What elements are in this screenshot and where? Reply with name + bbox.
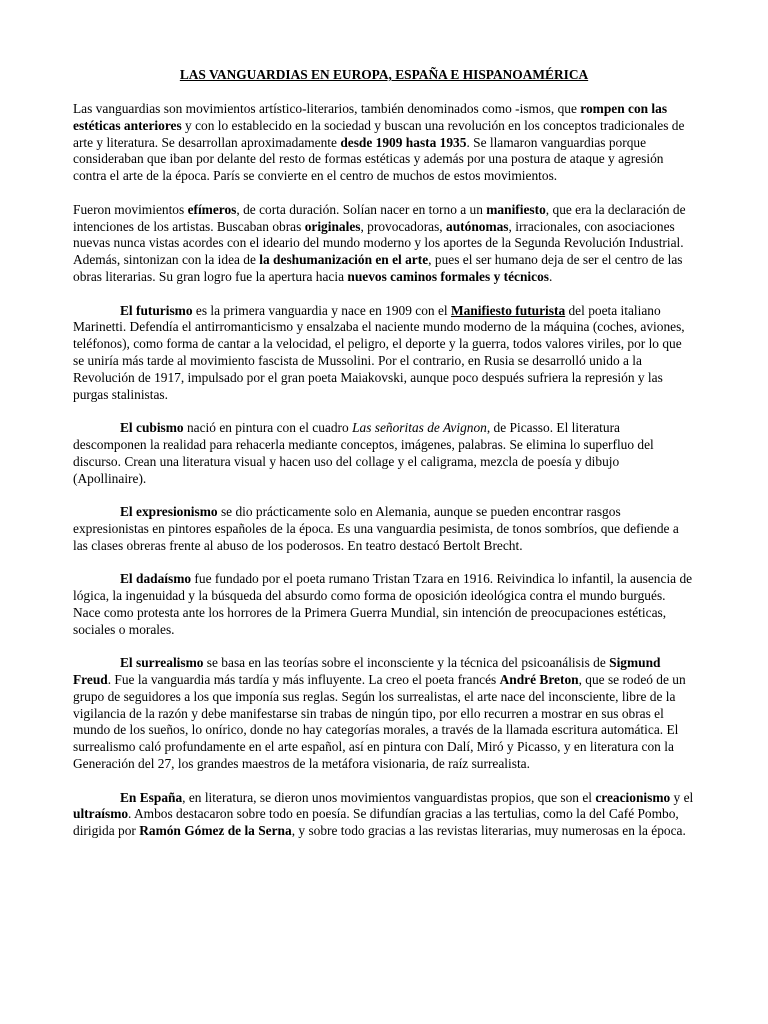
- bold-text: desde 1909 hasta 1935: [340, 134, 467, 150]
- text-run: , que era la declaración de intenciones de los artistas. Buscaban obras: [73, 201, 686, 234]
- bold-text: El dadaísmo: [120, 571, 192, 587]
- text-run: . Fue la vanguardia más tardía y más influyente. La creo el poeta francés: [107, 672, 500, 688]
- text-run: . Se llamaron vanguardias porque consideraban que iban por delante del resto de formas estéticas y además por una postura de ataque y agresión contra el arte de la época. París se convierte en el centro de muchos de estos movimientos.: [73, 134, 664, 184]
- text-run: , irracionales, con asociaciones nuevas nunca vistas acordes con el ideario del mundo moderno y los aportes de la Segunda Revolución Industrial. Además, sintonizan con la idea de: [73, 218, 684, 268]
- bold-text: autónomas: [446, 218, 509, 234]
- bold-text: rompen con las estéticas anteriores: [73, 101, 668, 133]
- paragraph: [73, 420, 695, 487]
- text-run: , de Picasso. El literatura descomponen la realidad para rehacerla mediante conceptos, imágenes, palabras. Se elimina lo superfluo del discurso. Crean una literatura visual y hacen uso del collage y el caligrama, mezcla de poesía y dibujo (Apollinaire).: [73, 420, 654, 486]
- text-run: y el: [670, 789, 694, 805]
- text-run: del poeta italiano Marinetti. Defendía el antirromanticismo y ensalzaba el naciente mundo moderno de la máquina (coches, aviones, teléfonos), como forma de cantar a la velocidad, el peligro, el deporte y la guerra, todos valores viriles, por lo que se uniría más tarde al movimiento fascista de Mussolini. Por el contrario, en Rusia se desarrolló unido a la Revolución de 1917, impulsado por el gran poeta Maiakovski, aunque poco después sufriera la represión y las purgas stalinistas.: [73, 302, 685, 402]
- paragraph: [73, 655, 695, 773]
- text-run: , en literatura, se dieron unos movimientos vanguardistas propios, que son el: [182, 789, 596, 805]
- bold-text: manifiesto: [486, 201, 546, 217]
- text-run: y con lo establecido en la sociedad y buscan una revolución en los conceptos tradicionales de arte y literatura. Se desarrollan aproximadamente: [73, 117, 685, 150]
- bold-text: Ramón Gómez de la Serna: [139, 823, 292, 839]
- text-run: Las vanguardias son movimientos artístico-literarios, también denominados como -ismos, que: [73, 101, 581, 116]
- bold-text: Manifiesto futurista: [450, 302, 566, 318]
- bold-text: El cubismo: [120, 420, 184, 436]
- text-run: , pues el ser humano deja de ser el centro de las obras literarias. Su gran logro fue la apertura hacia: [73, 252, 683, 284]
- bold-text: El surrealismo: [120, 655, 204, 671]
- bold-text: ultraísmo: [73, 806, 129, 822]
- italic-text: Las señoritas de Avignon: [352, 420, 487, 436]
- bold-text: nuevos caminos formales y técnicos: [347, 268, 549, 284]
- document-title: LAS VANGUARDIAS EN EUROPA, ESPAÑA E HISPANOAMÉRICA: [179, 67, 589, 82]
- bold-text: André Breton: [499, 672, 579, 688]
- document-body: [73, 101, 695, 840]
- text-run: se basa en las teorías sobre el inconsciente y la técnica del psicoanálisis de: [203, 655, 610, 671]
- text-run: es la primera vanguardia y nace en 1909 con el: [192, 302, 451, 318]
- paragraph: [73, 571, 695, 638]
- bold-text: creacionismo: [595, 789, 671, 805]
- text-run: . Ambos destacaron sobre todo en poesía. Se difundían gracias a las tertulias, como la del Café Pombo, dirigida por: [73, 806, 679, 839]
- text-run: nació en pintura con el cuadro: [183, 420, 353, 436]
- text-run: fue fundado por el poeta rumano Tristan Tzara en 1916. Reivindica lo infantil, la ausencia de lógica, la ingenuidad y la búsqueda del absurdo como forma de oposición ideológica contra el mundo burgués. Nace como protesta ante los horrores de la Primera Guerra Mundial, sin intención de preocupaciones estéticas, sociales o morales.: [73, 571, 693, 637]
- text-run: se dio prácticamente solo en Alemania, aunque se pueden encontrar rasgos expresionistas en pintores españoles de la época. Es una vanguardia pesimista, de tonos sombríos, que defiende a las clases obreras frente al abuso de los poderosos. En teatro destacó Bertolt Brecht.: [73, 504, 679, 553]
- bold-text: En España: [120, 789, 183, 805]
- bold-text: El futurismo: [120, 302, 193, 318]
- bold-text: la deshumanización en el arte: [259, 252, 429, 268]
- paragraph: [73, 202, 695, 286]
- paragraph: [73, 790, 695, 840]
- text-run: .: [548, 268, 553, 284]
- text-run: Fueron movimientos: [73, 201, 188, 217]
- bold-text: Sigmund Freud: [73, 655, 661, 688]
- text-run: , y sobre todo gracias a las revistas literarias, muy numerosas en la época.: [291, 823, 686, 839]
- text-run: , provocadoras,: [360, 218, 447, 234]
- paragraph: [73, 101, 695, 185]
- paragraph: [73, 504, 695, 554]
- bold-text: originales: [304, 218, 361, 234]
- bold-text: El expresionismo: [120, 504, 218, 520]
- paragraph: [73, 303, 695, 404]
- bold-text: efímeros: [187, 201, 237, 217]
- text-run: , de corta duración. Solían nacer en torno a un: [236, 201, 487, 217]
- text-run: , que se rodeó de un grupo de seguidores a los que imponía sus reglas. Según los surrealistas, el arte nace del inconsciente, libre de la vigilancia de la razón y debe manifestarse sin trabas de ningún tipo, por ello recurren a mostrar en sus obras el mundo de los sueños, lo onírico, donde no hay categorías morales, a través de la llamada escritura automática. El surrealismo caló profundamente en el arte español, así en pintura con Dalí, Miró y Picasso, y en literatura con la Generación del 27, los grandes maestros de la metáfora visionaria, de raíz surrealista.: [73, 672, 686, 772]
